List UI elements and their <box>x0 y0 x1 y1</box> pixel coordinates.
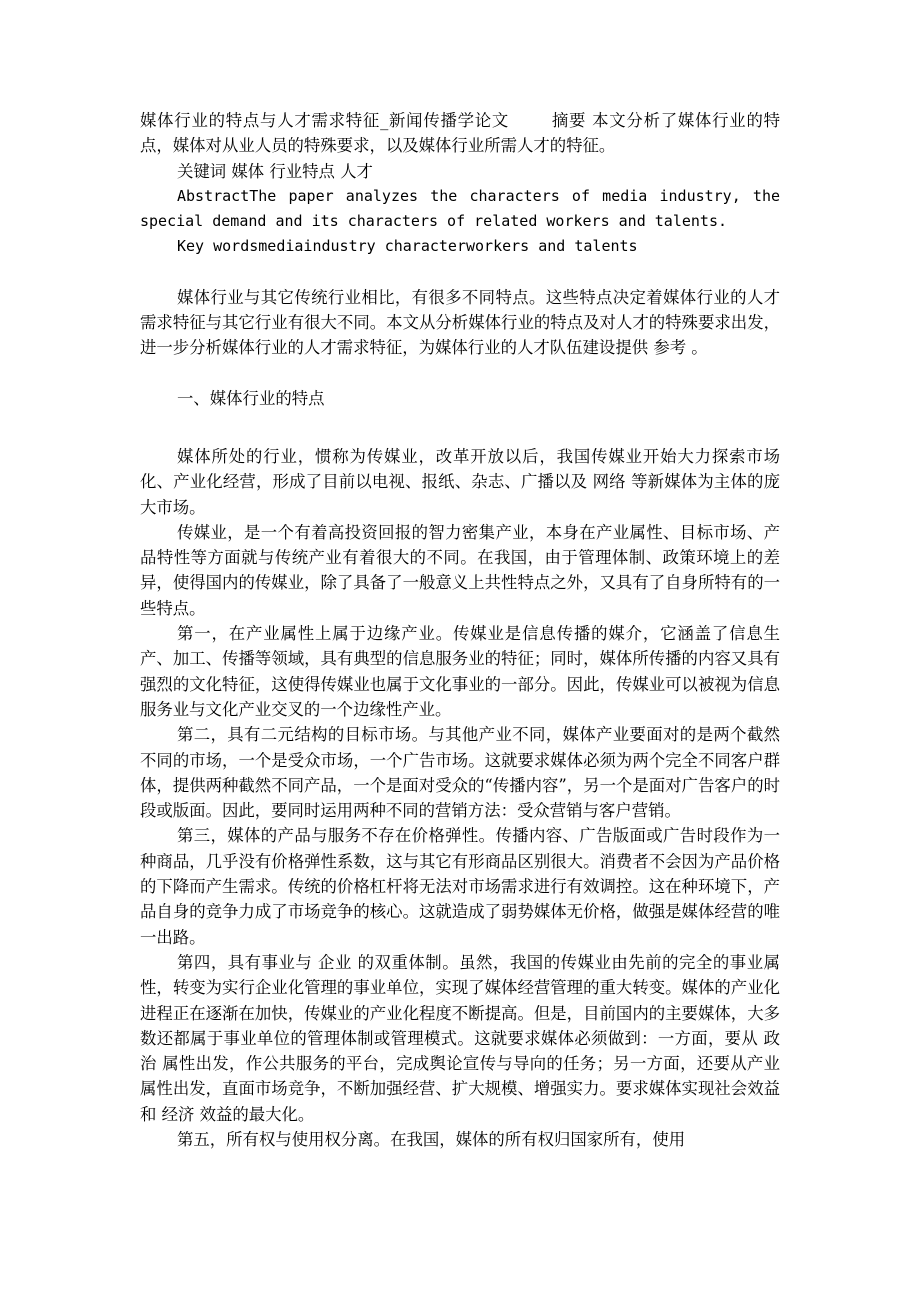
body-paragraph: 第一，在产业属性上属于边缘产业。传媒业是信息传播的媒介，它涵盖了信息生产、加工、传播等领域，具有典型的信息服务业的特征；同时，媒体所传播的内容又具有强烈的文化特征，这使得传媒业也属于文化事业的一部分。因此，传媒业可以被视为信息服务业与文化产业交叉的一个边缘性产业。 <box>140 624 780 719</box>
document-body <box>140 108 780 1152</box>
intro-paragraph: 媒体行业与其它传统行业相比，有很多不同特点。这些特点决定着媒体行业的人才需求特征与其它行业有很大不同。本文从分析媒体行业的特点及对人才的特殊要求出发，进一步分析媒体行业的人才需求特征，为媒体行业的人才队伍建设提供 参考 。 <box>140 287 780 358</box>
title-abstract-line <box>140 108 780 159</box>
keywords-chinese: 关键词 媒体 行业特点 人才 <box>177 161 373 181</box>
body-paragraph: 第四，具有事业与 企业 的双重体制。虽然，我国的传媒业由先前的完全的事业属性，转变为实行企业化管理的事业单位，实现了媒体经营管理的重大转变。媒体的产业化进程正在逐渐在加快，传媒业的产业化程度不断提高。但是，目前国内的主要媒体，大多数还都属于事业单位的管理体制或管理模式。这就要求媒体必须做到：一方面，要从 政治 属性出发，作公共服务的平台，完成舆论宣传与导向的任务；另一方面，还要从产业属性出发，直面市场竞争，不断加强经营、扩大规模、增强实力。要求媒体实现社会效益和 经济 效益的最大化。 <box>140 952 780 1124</box>
body-paragraph: 媒体所处的行业，惯称为传媒业，改革开放以后，我国传媒业开始大力探索市场化、产业化经营，形成了目前以电视、报纸、杂志、广播以及 网络 等新媒体为主体的庞大市场。 <box>140 446 780 517</box>
abstract-chinese: 摘要 本文分析了媒体行业的特点，媒体对从业人员的特殊要求，以及媒体行业所需人才的特征。 <box>140 111 780 156</box>
abstract-english: AbstractThe paper analyzes the characters of media industry, the special demand and its characters of related workers and talents. <box>140 186 780 231</box>
keywords-english: Key wordsmediaindustry characterworkers and talents <box>177 237 638 256</box>
body-paragraph: 第五，所有权与使用权分离。在我国，媒体的所有权归国家所有，使用 <box>177 1129 686 1149</box>
body-paragraph: 第三，媒体的产品与服务不存在价格弹性。传播内容、广告版面或广告时段作为一种商品，几乎没有价格弹性系数，这与其它有形商品区别很大。消费者不会因为产品价格的下降而产生需求。传统的价格杠杆将无法对市场需求进行有效调控。这在种环境下，产品自身的竞争力成了市场竞争的核心。这就造成了弱势媒体无价格，做强是媒体经营的唯一出路。 <box>140 826 780 947</box>
body-paragraph: 第二，具有二元结构的目标市场。与其他产业不同，媒体产业要面对的是两个截然不同的市场，一个是受众市场，一个广告市场。这就要求媒体必须为两个完全不同客户群体，提供两种截然不同产品，一个是面对受众的“传播内容”，另一个是面对广告客户的时段或版面。因此，要同时运用两种不同的营销方法：受众营销与客户营销。 <box>140 725 780 821</box>
body-paragraph: 传媒业，是一个有着高投资回报的智力密集产业，本身在产业属性、目标市场、产品特性等方面就与传统产业有着很大的不同。在我国，由于管理体制、政策环境上的差异，使得国内的传媒业，除了具备了一般意义上共性特点之外，又具有了自身所特有的一些特点。 <box>140 522 780 618</box>
document-title: 媒体行业的特点与人才需求特征_新闻传播学论文 <box>140 111 510 130</box>
section-heading: 一、媒体行业的特点 <box>177 388 325 408</box>
